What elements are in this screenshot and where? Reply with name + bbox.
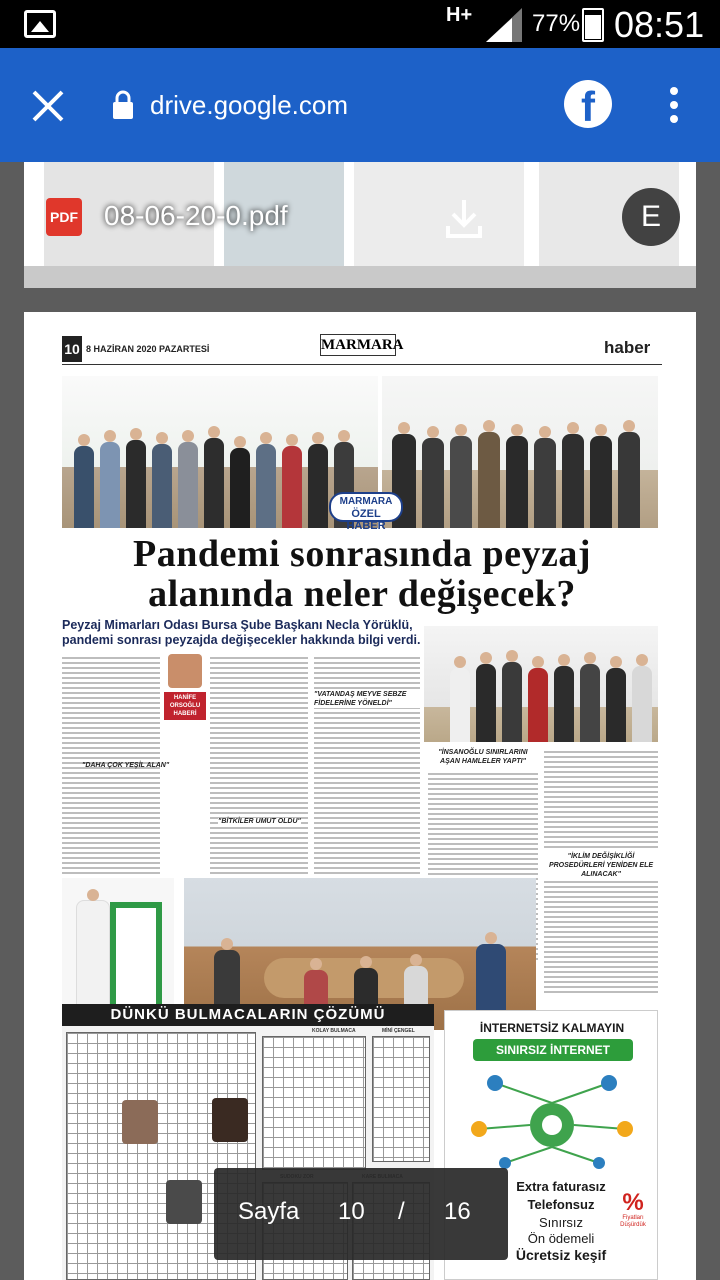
subhead-4: "İNSANOĞLU SINIRLARINI AŞAN HAMLELER YAPTI" <box>438 749 528 765</box>
ad-line-6: Ön ödemeli <box>527 1231 595 1246</box>
reporter-name: HANİFE ORSOĞLU HABERİ <box>164 692 206 720</box>
battery-icon <box>582 8 604 42</box>
header-rule <box>62 364 662 365</box>
network-type: H+ <box>446 4 473 26</box>
facebook-icon[interactable]: f <box>564 80 612 128</box>
crossword-grid-2 <box>262 1036 366 1170</box>
pdf-page[interactable] <box>24 312 696 1280</box>
subhead-3: "VATANDAŞ MEYVE SEBZE FİDELERİNE YÖNELDİ" <box>314 690 420 708</box>
account-avatar[interactable]: E <box>622 188 680 246</box>
puzzle-portrait-3 <box>166 1180 202 1224</box>
ad-headline: İNTERNETSİZ KALMAYIN <box>479 1021 625 1035</box>
page-label: Sayfa <box>238 1198 300 1225</box>
crossword-grid-3 <box>372 1036 430 1162</box>
subhead-2: "BİTKİLER UMUT OLDU" <box>218 818 301 825</box>
article-column-3 <box>314 654 420 874</box>
browser-toolbar <box>0 48 720 162</box>
puzzle-label-1: KOLAY BULMACA <box>312 1028 356 1034</box>
percent-icon: % <box>622 1189 644 1216</box>
close-icon[interactable] <box>28 86 68 126</box>
puzzle-portrait-1 <box>122 1100 158 1144</box>
battery-percent: 77% <box>532 10 581 37</box>
puzzle-portrait-2 <box>212 1098 248 1142</box>
url-text[interactable]: drive.google.com <box>150 90 348 120</box>
reporter-byline <box>164 654 206 740</box>
download-icon[interactable] <box>444 196 484 240</box>
page-indicator <box>214 1168 508 1260</box>
page-number: 10 <box>62 336 82 362</box>
ad-line-3: Extra faturasız <box>516 1179 606 1194</box>
article-column-5 <box>544 748 658 848</box>
stamp-brand: MARMARA <box>339 496 393 507</box>
subhead-5: "İKLİM DEĞİŞİKLİĞİ PROSEDÜRLERİ YENİDEN ELE ALINACAK" <box>548 853 654 878</box>
puzzle-title: DÜNKÜ BULMACALARIN ÇÖZÜMÜ <box>62 1004 434 1026</box>
reporter-photo <box>168 654 202 688</box>
group-photo-right <box>382 376 658 528</box>
lock-icon <box>112 90 134 120</box>
current-page: 10 <box>338 1198 365 1225</box>
network-graphic <box>465 1069 639 1169</box>
file-name: 08-06-20-0.pdf <box>104 200 288 231</box>
signal-icon <box>486 8 522 42</box>
ad-discount-label: Fiyatları Düşürdük <box>620 1215 646 1228</box>
clock: 08:51 <box>614 4 705 45</box>
ad-line-7: Ücretsiz keşif <box>515 1247 607 1263</box>
gallery-icon <box>24 10 56 38</box>
stamp-label: ÖZEL HABER <box>346 508 386 532</box>
issue-date: 8 HAZİRAN 2020 PAZARTESİ <box>86 344 210 354</box>
page-separator: / <box>398 1198 405 1225</box>
pdf-icon: PDF <box>46 198 82 236</box>
puzzle-label-2: MİNİ ÇENGEL <box>382 1028 415 1034</box>
ad-line-5: Sınırsız <box>538 1215 584 1230</box>
more-vert-icon[interactable] <box>664 84 684 128</box>
meeting-photo <box>424 626 658 742</box>
headline: Pandemi sonrasında peyzaj alanında neler değişecek? <box>133 533 591 615</box>
ad-line-4: Telefonsuz <box>527 1197 595 1212</box>
newspaper-logo: MARMARA <box>320 334 396 356</box>
status-bar <box>0 0 720 48</box>
subhead-1: "DAHA ÇOK YEŞİL ALAN" <box>82 762 170 769</box>
exclusive-stamp <box>329 492 403 532</box>
article-column-6 <box>544 878 658 994</box>
article-deck: Peyzaj Mimarları Odası Bursa Şube Başkanı Necla Yörüklü, pandemi sonrası peyzajda değişecekler hakkında bilgi verdi. <box>62 618 421 647</box>
ad-banner: SINIRSIZ İNTERNET <box>473 1039 633 1061</box>
section-title: haber <box>604 338 651 357</box>
article-column-2 <box>210 654 308 874</box>
total-pages: 16 <box>444 1198 471 1225</box>
